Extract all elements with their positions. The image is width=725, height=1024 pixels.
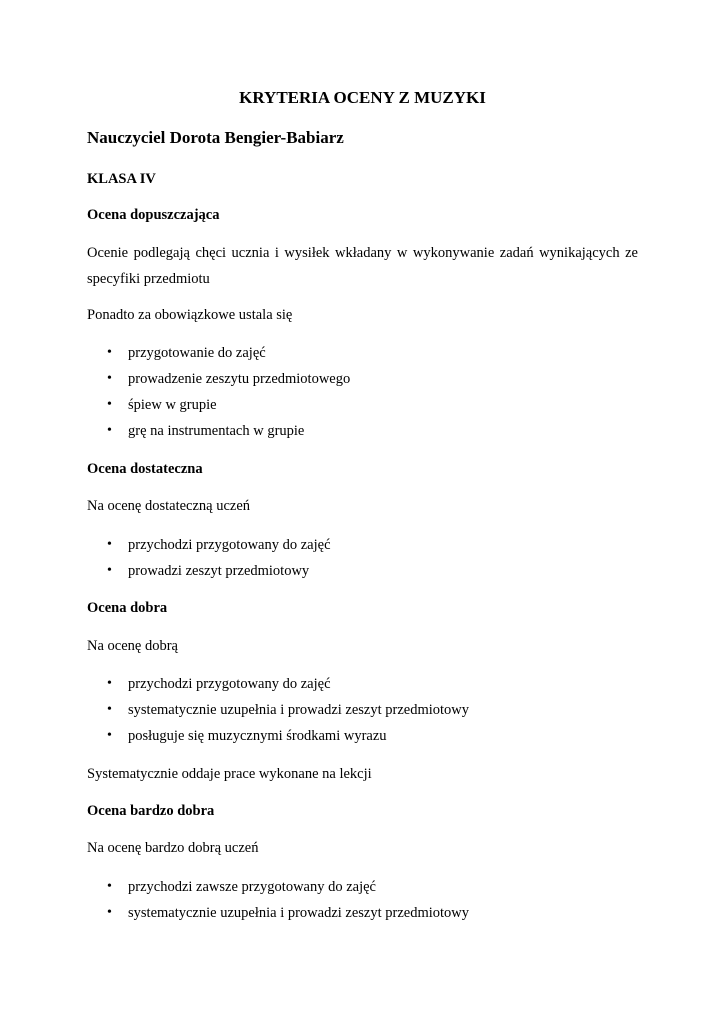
list-item [87,422,350,448]
list-item-text: prowadzenie zeszytu przedmiotowego [128,371,351,387]
paragraph: Ponadto za obowiązkowe ustala się [87,307,293,323]
list-item [87,675,469,701]
bullet-icon: • [107,537,112,552]
class-heading: KLASA IV [87,171,156,187]
list-item [87,878,469,904]
list-item-text: grę na instrumentach w grupie [128,423,305,439]
section-heading-dostateczna: Ocena dostateczna [87,461,203,477]
bullet-icon: • [107,905,112,920]
bullet-icon: • [107,371,112,386]
list-item [87,562,331,588]
paragraph-line: Ocenie podlegają chęci ucznia i wysiłek wkładany w wykonywanie zadań wynikających ze [87,245,638,261]
bullet-list-dostateczna [87,536,331,588]
list-item-text: przychodzi zawsze przygotowany do zajęć [128,879,376,895]
section-heading-dobra: Ocena dobra [87,600,168,616]
paragraph: Systematycznie oddaje prace wykonane na lekcji [87,766,372,782]
bullet-icon: • [107,423,112,438]
list-item-text: przychodzi przygotowany do zajęć [128,676,331,692]
bullet-list-dopuszczajaca [87,344,350,448]
list-item [87,904,469,930]
paragraph: Na ocenę dobrą [87,638,178,654]
bullet-list-dobra [87,675,469,753]
list-item-text: systematycznie uzupełnia i prowadzi zeszyt przedmiotowy [128,905,470,921]
section-heading-bardzo-dobra: Ocena bardzo dobra [87,803,215,819]
list-item [87,370,350,396]
bullet-icon: • [107,728,112,743]
bullet-icon: • [107,702,112,717]
teacher-name: Nauczyciel Dorota Bengier-Babiarz [87,128,344,147]
list-item-text: przychodzi przygotowany do zajęć [128,537,331,553]
list-item [87,396,350,422]
list-item-text: systematycznie uzupełnia i prowadzi zeszyt przedmiotowy [128,702,470,718]
list-item [87,701,469,727]
bullet-icon: • [107,879,112,894]
section-heading-dopuszczajaca: Ocena dopuszczająca [87,207,220,223]
list-item-text: śpiew w grupie [128,397,217,413]
list-item [87,344,350,370]
bullet-icon: • [107,563,112,578]
document-title: KRYTERIA OCENY Z MUZYKI [239,88,486,107]
bullet-icon: • [107,345,112,360]
bullet-list-bardzo-dobra [87,878,469,930]
list-item-text: prowadzi zeszyt przedmiotowy [128,563,310,579]
list-item-text: przygotowanie do zajęć [128,345,266,361]
paragraph: Na ocenę bardzo dobrą uczeń [87,840,259,856]
paragraph-line: specyfiki przedmiotu [87,271,210,287]
list-item [87,536,331,562]
paragraph: Na ocenę dostateczną uczeń [87,498,251,514]
list-item [87,727,469,753]
bullet-icon: • [107,397,112,412]
bullet-icon: • [107,676,112,691]
list-item-text: posługuje się muzycznymi środkami wyrazu [128,728,387,744]
